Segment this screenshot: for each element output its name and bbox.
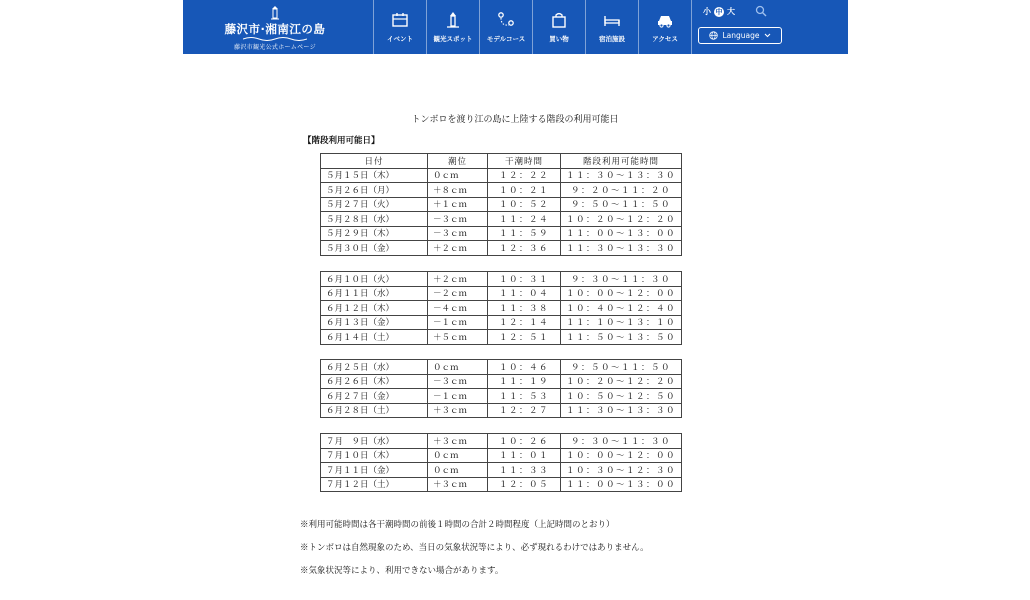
car-icon	[656, 11, 674, 29]
low-tide-cell: １０：２１	[488, 183, 561, 198]
low-tide-cell: １１：５３	[488, 389, 561, 404]
lighthouse-icon	[444, 11, 462, 29]
date-cell: ７月１２日（土）	[321, 477, 428, 492]
date-cell: ５月１５日（木）	[321, 168, 428, 183]
low-tide-cell: １１：３８	[488, 301, 561, 316]
date-cell: ６月１０日（火）	[321, 272, 428, 287]
tide-cell: ０ｃｍ	[428, 168, 488, 183]
date-cell: ６月２５日（水）	[321, 360, 428, 375]
main-nav	[373, 0, 692, 54]
table-row	[321, 272, 682, 287]
date-cell: ６月２７日（金）	[321, 389, 428, 404]
available-time-cell: １０：２０～１２：２０	[561, 212, 682, 227]
low-tide-cell: １１：２４	[488, 212, 561, 227]
low-tide-cell: １２：２２	[488, 168, 561, 183]
table-row	[321, 477, 682, 492]
table-row	[321, 226, 682, 241]
table-row	[321, 286, 682, 301]
tide-cell: ＋３ｃｍ	[428, 403, 488, 418]
low-tide-cell: １２：２７	[488, 403, 561, 418]
tide-table-june-late	[320, 359, 682, 418]
table-row	[321, 389, 682, 404]
font-size-medium[interactable]: 中	[715, 7, 723, 16]
shopping-bag-icon	[550, 11, 568, 29]
date-cell: ５月３０日（金）	[321, 241, 428, 256]
table-row	[321, 448, 682, 463]
tide-cell: ＋８ｃｍ	[428, 183, 488, 198]
nav-event[interactable]	[373, 0, 426, 54]
date-cell: ７月１０日（木）	[321, 448, 428, 463]
tide-cell: ０ｃｍ	[428, 448, 488, 463]
table-row	[321, 315, 682, 330]
low-tide-cell: １２：３６	[488, 241, 561, 256]
low-tide-cell: １１：０４	[488, 286, 561, 301]
bed-icon	[603, 11, 621, 29]
table-row	[321, 241, 682, 256]
date-cell: ６月１４日（土）	[321, 330, 428, 345]
tide-cell: ＋５ｃｍ	[428, 330, 488, 345]
available-time-cell: １０：５０～１２：５０	[561, 389, 682, 404]
nav-label: 観光スポット	[433, 35, 473, 43]
available-time-cell: １１：００～１３：００	[561, 477, 682, 492]
date-cell: ６月１１日（水）	[321, 286, 428, 301]
column-header: 日付	[321, 154, 428, 169]
date-cell: ６月１３日（金）	[321, 315, 428, 330]
tide-cell: ＋１ｃｍ	[428, 197, 488, 212]
nav-label: 宿泊施設	[599, 35, 625, 43]
date-cell: ５月２８日（水）	[321, 212, 428, 227]
available-time-cell: １１：３０～１３：３０	[561, 241, 682, 256]
note-line: ※トンボロは自然現象のため、当日の気象状況等により、必ず現れるわけではありません。	[300, 543, 649, 553]
tide-cell: ＋３ｃｍ	[428, 477, 488, 492]
available-time-cell: ９：３０～１１：３０	[561, 434, 682, 449]
date-cell: ６月２６日（木）	[321, 374, 428, 389]
nav-label: アクセス	[652, 35, 678, 43]
date-cell: ６月２８日（土）	[321, 403, 428, 418]
available-time-cell: １０：３０～１２：３０	[561, 463, 682, 478]
nav-model-course[interactable]	[479, 0, 532, 54]
column-header: 干潮時間	[488, 154, 561, 169]
available-time-cell: ９：２０～１１：２０	[561, 183, 682, 198]
chevron-down-icon	[764, 33, 771, 38]
low-tide-cell: １２：０５	[488, 477, 561, 492]
font-size-small[interactable]: 小	[703, 7, 711, 16]
low-tide-cell: １１：５９	[488, 226, 561, 241]
low-tide-cell: １１：０１	[488, 448, 561, 463]
table-row	[321, 197, 682, 212]
available-time-cell: １１：３０～１３：３０	[561, 403, 682, 418]
table-row	[321, 330, 682, 345]
available-time-cell: １０：００～１２：００	[561, 448, 682, 463]
low-tide-cell: １０：５２	[488, 197, 561, 212]
available-time-cell: １１：１０～１３：１０	[561, 315, 682, 330]
font-size-large[interactable]: 大	[727, 7, 735, 16]
low-tide-cell: １０：３１	[488, 272, 561, 287]
low-tide-cell: １０：４６	[488, 360, 561, 375]
date-cell: ５月２９日（木）	[321, 226, 428, 241]
page-title: トンボロを渡り江の島に上陸する階段の利用可能日	[411, 115, 619, 125]
low-tide-cell: １２：５１	[488, 330, 561, 345]
table-row	[321, 301, 682, 316]
available-time-cell: １１：５０～１３：５０	[561, 330, 682, 345]
tide-cell: －３ｃｍ	[428, 226, 488, 241]
date-cell: ７月１１日（金）	[321, 463, 428, 478]
calendar-icon	[391, 11, 409, 29]
language-label: Language	[722, 31, 760, 40]
table-row	[321, 212, 682, 227]
table-row	[321, 168, 682, 183]
nav-shopping[interactable]	[532, 0, 585, 54]
table-header-row	[321, 154, 682, 169]
route-icon	[497, 11, 515, 29]
tide-cell: －１ｃｍ	[428, 389, 488, 404]
search-icon[interactable]	[755, 5, 767, 17]
table-row	[321, 434, 682, 449]
tide-cell: ０ｃｍ	[428, 360, 488, 375]
tide-cell: ＋３ｃｍ	[428, 434, 488, 449]
table-row	[321, 183, 682, 198]
tide-cell: －２ｃｍ	[428, 286, 488, 301]
column-header: 潮位	[428, 154, 488, 169]
language-button[interactable]	[698, 27, 782, 44]
lighthouse-icon	[269, 6, 281, 20]
nav-access[interactable]	[638, 0, 692, 54]
available-time-cell: ９：３０～１１：３０	[561, 272, 682, 287]
table-row	[321, 374, 682, 389]
available-time-cell: １１：３０～１３：３０	[561, 168, 682, 183]
available-time-cell: １０：４０～１２：４０	[561, 301, 682, 316]
site-title: 藤沢市·湘南江の島	[224, 22, 326, 36]
site-header	[183, 0, 848, 54]
nav-label: 買い物	[549, 35, 569, 43]
date-cell: ５月２６日（月）	[321, 183, 428, 198]
available-time-cell: ９：５０～１１：５０	[561, 197, 682, 212]
site-subtitle: 藤沢市観光公式ホームページ	[234, 44, 316, 51]
tide-table-june-early	[320, 271, 682, 345]
date-cell: ７月 ９日（水）	[321, 434, 428, 449]
nav-hotels[interactable]	[585, 0, 638, 54]
table-row	[321, 360, 682, 375]
date-cell: ５月２７日（火）	[321, 197, 428, 212]
available-time-cell: １０：２０～１２：２０	[561, 374, 682, 389]
low-tide-cell: １２：１４	[488, 315, 561, 330]
available-time-cell: １０：００～１２：００	[561, 286, 682, 301]
wave-icon	[243, 36, 307, 41]
date-cell: ６月１２日（木）	[321, 301, 428, 316]
nav-spots[interactable]	[426, 0, 479, 54]
tide-cell: ０ｃｍ	[428, 463, 488, 478]
table-row	[321, 403, 682, 418]
tide-cell: ＋２ｃｍ	[428, 241, 488, 256]
column-header: 階段利用可能時間	[561, 154, 682, 169]
low-tide-cell: １１：１９	[488, 374, 561, 389]
site-logo[interactable]	[183, 0, 367, 54]
low-tide-cell: １１：３３	[488, 463, 561, 478]
nav-label: モデルコース	[486, 35, 526, 43]
tide-cell: －３ｃｍ	[428, 374, 488, 389]
globe-icon	[709, 31, 718, 40]
tide-table-july	[320, 433, 682, 492]
tide-cell: －３ｃｍ	[428, 212, 488, 227]
section-title: 【階段利用可能日】	[303, 136, 380, 146]
font-size-switcher	[703, 6, 735, 17]
tide-cell: －１ｃｍ	[428, 315, 488, 330]
available-time-cell: １１：００～１３：００	[561, 226, 682, 241]
low-tide-cell: １０：２６	[488, 434, 561, 449]
available-time-cell: ９：５０～１１：５０	[561, 360, 682, 375]
table-row	[321, 463, 682, 478]
note-line: ※利用可能時間は各干潮時間の前後１時間の合計２時間程度（上記時間のとおり）	[300, 520, 615, 530]
tide-cell: ＋２ｃｍ	[428, 272, 488, 287]
note-line: ※気象状況等により、利用できない場合があります。	[300, 566, 504, 576]
nav-label: イベント	[387, 35, 413, 43]
tide-table-may	[320, 153, 682, 256]
tide-cell: －４ｃｍ	[428, 301, 488, 316]
